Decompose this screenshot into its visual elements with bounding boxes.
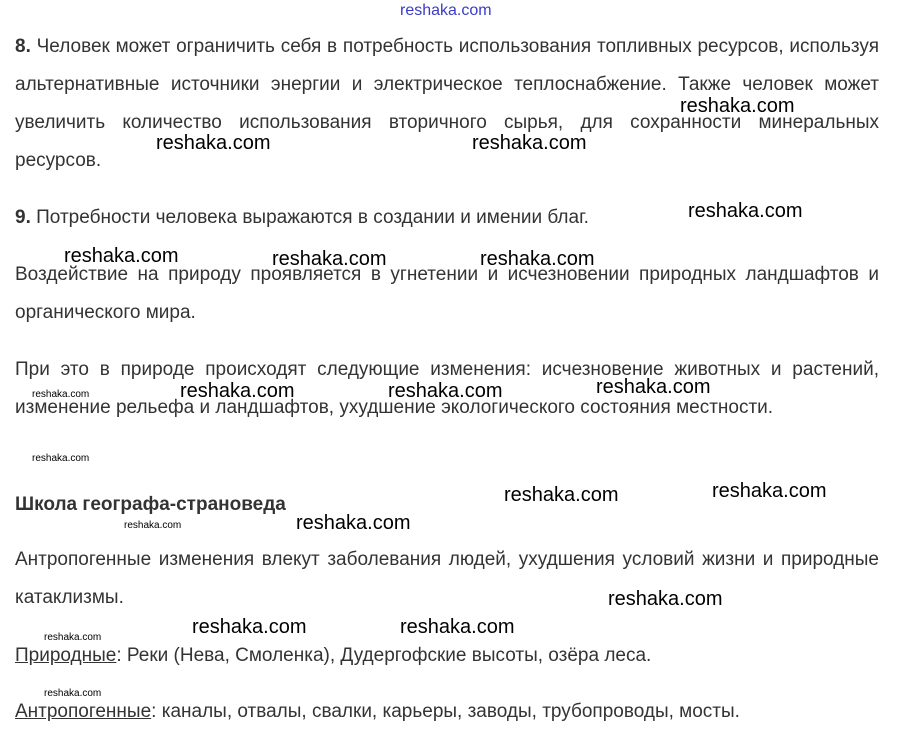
watermark: reshaka.com [504, 484, 619, 506]
anthropogenic-text: : каналы, отвалы, свалки, карьеры, заводы, трубопроводы, мосты. [151, 701, 740, 722]
watermark: reshaka.com [608, 588, 723, 610]
watermark: reshaka.com [180, 380, 295, 402]
item-8-number: 8. [15, 36, 31, 57]
small-watermark: reshaka.com [44, 688, 102, 699]
watermark: reshaka.com [680, 95, 795, 117]
watermark: reshaka.com [688, 200, 803, 222]
anthropogenic-effects-paragraph: Антропогенные изменения влекут заболевания людей, ухудшения условий жизни и природные катаклизмы. [15, 549, 879, 608]
watermark: reshaka.com [296, 512, 411, 534]
anthropogenic-term: Антропогенные [15, 701, 152, 722]
watermark: reshaka.com [64, 245, 179, 267]
small-watermark: reshaka.com [32, 389, 90, 400]
natural-objects-paragraph [15, 637, 879, 675]
watermark: reshaka.com [480, 248, 595, 270]
watermark: reshaka.com [596, 376, 711, 398]
watermark: reshaka.com [388, 380, 503, 402]
top-watermark: reshaka.com [400, 2, 492, 19]
small-watermark: reshaka.com [44, 632, 102, 643]
small-watermark: reshaka.com [124, 520, 182, 531]
school-heading: Школа географа-страноведа [15, 494, 286, 515]
item-8-text: Человек может ограничить себя в потребность использования топливных ресурсов, используя альтернативные источники энергии и электрическое теплоснабжение. Также человек может увеличить количество использования вторичного сырья, для сохранности минеральных ресурсов. [15, 36, 879, 171]
item-9-number: 9. [15, 207, 31, 228]
changes-paragraph: При это в природе происходят следующие изменения: исчезновение животных и растений, изменение рельефа и ландшафтов, ухудшение экологического состояния местности. [15, 359, 879, 418]
watermark: reshaka.com [272, 248, 387, 270]
watermark: reshaka.com [472, 132, 587, 154]
watermark: reshaka.com [712, 480, 827, 502]
natural-term: Природные [15, 645, 117, 666]
impact-paragraph: Воздействие на природу проявляется в угнетении и исчезновении природных ландшафтов и органического мира. [15, 264, 879, 323]
watermark: reshaka.com [192, 616, 307, 638]
anthropogenic-objects-paragraph [15, 693, 879, 731]
small-watermark: reshaka.com [32, 453, 90, 464]
item-9-text: Потребности человека выражаются в создании и имении благ. [30, 207, 589, 228]
natural-text: : Реки (Нева, Смоленка), Дудергофские высоты, озёра леса. [116, 645, 652, 666]
watermark: reshaka.com [400, 616, 515, 638]
watermark: reshaka.com [156, 132, 271, 154]
